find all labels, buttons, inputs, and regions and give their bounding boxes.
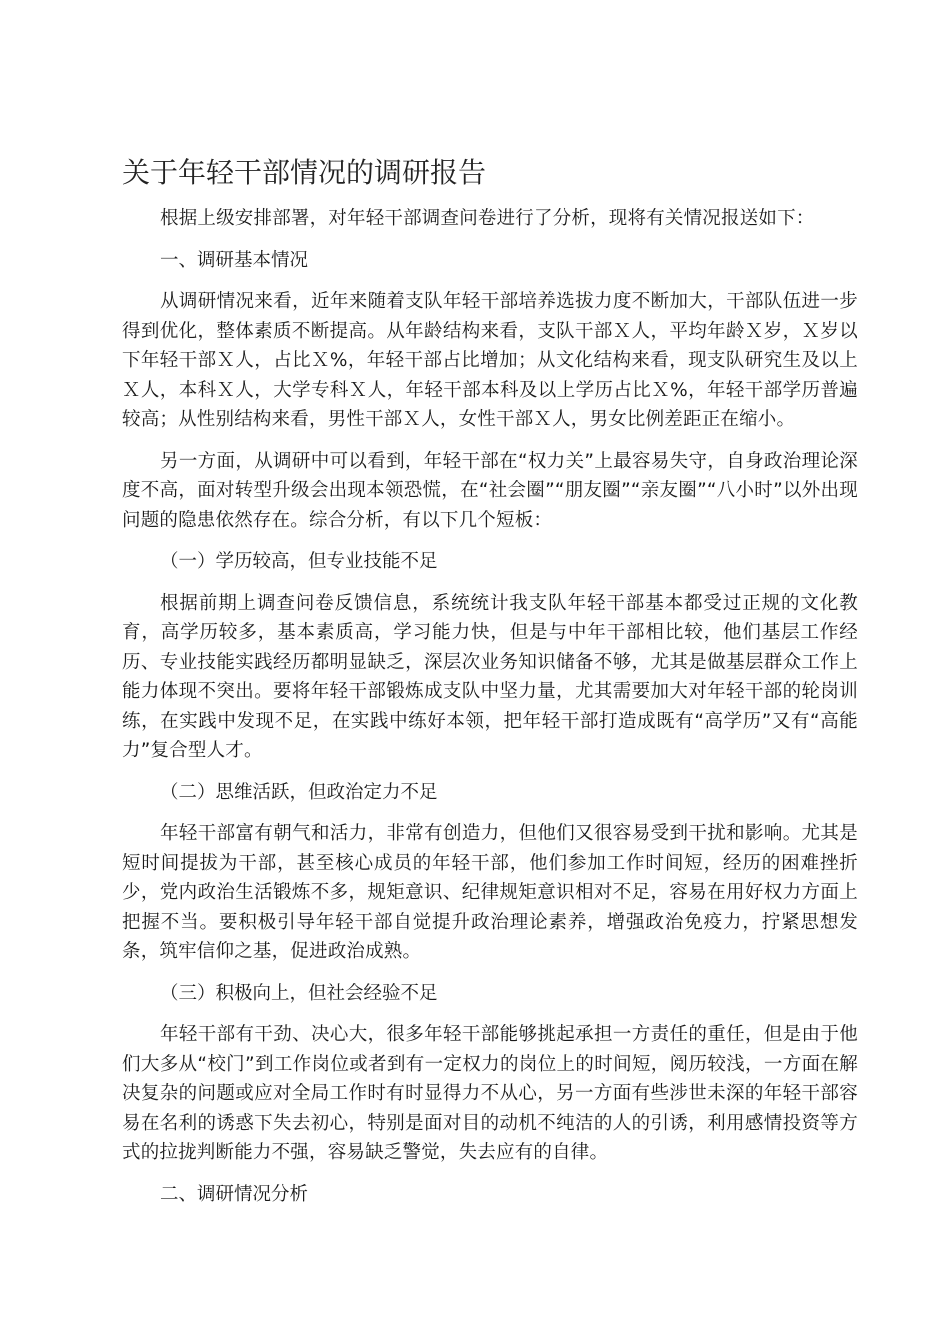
subsection-1-paragraph: 根据前期上调查问卷反馈信息，系统统计我支队年轻干部基本都受过正规的文化教育，高学历较多，基本素质高，学习能力快，但是与中年干部相比较，他们基层工作经历、专业技能实践经历都明显缺乏，深层次业务知识储备不够，尤其是做基层群众工作上能力体现不突出。要将年轻干部锻炼成支队中坚力量，尤其需要加大对年轻干部的轮岗训练，在实践中发现不足，在实践中练好本领，把年轻干部打造成既有“高学历”又有“高能力”复合型人才。	[122, 592, 858, 761]
subsection-3-heading: （三）积极向上，但社会经验不足	[160, 982, 438, 1004]
section-1-paragraph-2: 另一方面，从调研中可以看到，年轻干部在“权力关”上最容易失守，自身政治理论深度不高，面对转型升级会出现本领恐慌，在“社会圈”“朋友圈”“亲友圈”“八小时”以外出现问题的隐患依然存在。综合分析，有以下几个短板：	[122, 450, 858, 531]
page-title: 关于年轻干部情况的调研报告	[122, 156, 487, 189]
subsection-1-heading: （一）学历较高，但专业技能不足	[160, 551, 438, 572]
subsection-2-heading: （二）思维活跃，但政治定力不足	[160, 781, 438, 803]
section-1-paragraph-1: 从调研情况来看，近年来随着支队年轻干部培养选拔力度不断加大，干部队伍进一步得到优化，整体素质不断提高。从年龄结构来看，支队干部Ｘ人，平均年龄Ｘ岁，Ｘ岁以下年轻干部Ｘ人，占比Ｘ%，年轻干部占比增加；从文化结构来看，现支队研究生及以上Ｘ人，本科Ｘ人，大学专科Ｘ人，年轻干部本科及以上学历占比Ｘ%，年轻干部学历普遍较高；从性别结构来看，男性干部Ｘ人，女性干部Ｘ人，男女比例差距正在缩小。	[122, 291, 858, 430]
subsection-2-paragraph: 年轻干部富有朝气和活力，非常有创造力，但他们又很容易受到干扰和影响。尤其是短时间提拔为干部，甚至核心成员的年轻干部，他们参加工作时间短，经历的困难挫折少，党内政治生活锻炼不多，规矩意识、纪律规矩意识相对不足，容易在用好权力方面上把握不当。要积极引导年轻干部自觉提升政治理论素养，增强政治免疫力，拧紧思想发条，筑牢信仰之基，促进政治成熟。	[122, 823, 858, 962]
subsection-3-paragraph: 年轻干部有干劲、决心大，很多年轻干部能够挑起承担一方责任的重任，但是由于他们大多从“校门”到工作岗位或者到有一定权力的岗位上的时间短，阅历较浅，一方面在解决复杂的问题或应对全局工作时有时显得力不从心，另一方面有些涉世未深的年轻干部容易在名利的诱惑下失去初心，特别是面对目的动机不纯洁的人的引诱，利用感情投资等方式的拉拢判断能力不强，容易缺乏警觉，失去应有的自律。	[122, 1024, 858, 1163]
document-body	[122, 204, 858, 1221]
intro-paragraph: 根据上级安排部署，对年轻干部调查问卷进行了分析，现将有关情况报送如下：	[160, 208, 815, 229]
section-2-heading: 二、调研情况分析	[160, 1183, 309, 1205]
section-1-heading: 一、调研基本情况	[160, 249, 309, 271]
